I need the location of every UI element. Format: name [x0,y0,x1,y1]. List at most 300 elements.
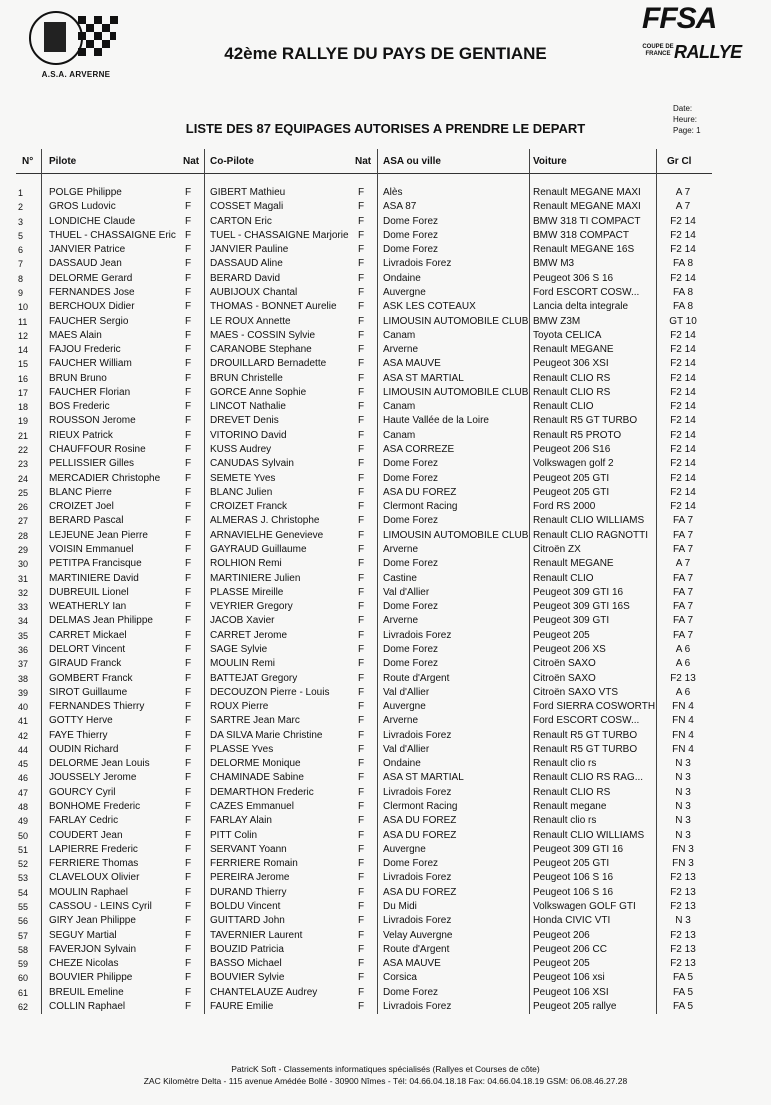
entry-number: 29 [18,545,29,555]
copilot-name: CARRET Jerome [210,629,288,641]
pilot-nationality: F [185,829,192,841]
pilot-name: FAUCHER William [49,358,132,370]
group-class: FN 3 [672,843,694,855]
pilot-name: GOMBERT Franck [49,672,133,684]
pilot-name: BONHOME Frederic [49,801,141,813]
table-row [0,457,771,471]
table-row [0,272,771,286]
car-model: Ford ESCORT COSW... [533,715,640,727]
pilot-name: CROIZET Joel [49,501,114,513]
copilot-name: MOULIN Remi [210,658,276,670]
asa-club: Dome Forez [383,558,439,570]
asa-club: ASA DU FOREZ [383,886,457,898]
copilot-name: JANVIER Pauline [210,244,289,256]
pilot-nationality: F [185,572,192,584]
copilot-nationality: F [358,729,365,741]
car-model: BMW 318 TI COMPACT [533,215,641,227]
pilot-nationality: F [185,258,192,270]
table-row [0,672,771,686]
copilot-nationality: F [358,486,365,498]
pilot-name: DASSAUD Jean [49,258,122,270]
table-row [0,200,771,214]
car-model: Citroën SAXO VTS [533,686,619,698]
asa-club: Val d'Allier [383,686,430,698]
table-row [0,643,771,657]
car-model: Renault CLIO RS [533,386,611,398]
pilot-nationality: F [185,386,192,398]
pilot-name: DELORT Vincent [49,643,126,655]
asa-club: Val d'Allier [383,586,430,598]
car-model: Renault clio rs [533,815,597,827]
pilot-name: FARLAY Cedric [49,815,119,827]
pilot-name: BLANC Pierre [49,486,112,498]
pilot-name: SEGUY Martial [49,929,117,941]
group-class: A 7 [675,558,691,570]
entry-number: 2 [18,202,24,213]
table-row [0,257,771,271]
car-model: Renault R5 PROTO [533,429,622,441]
copilot-name: MAES - COSSIN Sylvie [210,329,316,341]
date-label: Date: [673,104,693,113]
table-row [0,443,771,457]
asa-club: Dome Forez [383,215,439,227]
table-row [0,814,771,828]
asa-club: Livradois Forez [383,915,452,927]
entry-number: 5 [18,230,24,241]
pilot-nationality: F [185,972,192,984]
car-model: BMW Z3M [533,315,581,327]
group-class: FA 7 [672,601,693,613]
table-row [0,629,771,643]
copilot-nationality: F [358,758,365,770]
pilot-nationality: F [185,929,192,941]
cup-line-2: FRANCE [645,51,671,57]
copilot-nationality: F [358,972,365,984]
pilot-name: POLGE Philippe [49,187,122,198]
copilot-nationality: F [358,286,365,298]
copilot-name: CARANOBE Stephane [210,344,312,356]
table-row [0,386,771,400]
pilot-nationality: F [185,215,192,227]
copilot-name: DECOUZON Pierre - Louis [210,686,330,698]
pilot-nationality: F [185,729,192,741]
copilot-nationality: F [358,201,365,213]
copilot-nationality: F [358,643,365,655]
copilot-name: GUITTARD John [210,915,285,927]
table-row [0,429,771,443]
table-row [0,557,771,571]
table-row [0,300,771,314]
copilot-nationality: F [358,558,365,570]
copilot-nationality: F [358,401,365,413]
pilot-name: GROS Ludovic [49,201,116,213]
pilot-name: LEJEUNE Jean Pierre [49,529,148,541]
entry-number: 54 [18,887,29,898]
group-class: F2 13 [670,958,696,970]
table-row [0,700,771,714]
entry-number: 9 [18,287,24,298]
entry-number: 59 [18,959,29,970]
asa-club: ASA CORREZE [383,444,455,456]
car-model: Peugeot 206 [533,929,590,941]
table-row [0,957,771,971]
entry-number: 52 [18,859,29,870]
asa-club: Livradois Forez [383,872,452,884]
entry-number: 30 [18,559,29,570]
time-label: Heure: [673,115,698,124]
asa-club: Ondaine [383,272,421,284]
copilot-nationality: F [358,629,365,641]
asa-club: ASA 87 [383,201,417,213]
pilot-name: FAYE Thierry [49,729,108,741]
copilot-name: GIBERT Mathieu [210,187,286,198]
car-model: Peugeot 205 [533,958,590,970]
entry-number: 50 [18,830,29,841]
group-class: FA 7 [672,572,693,584]
group-class: FN 4 [672,743,694,755]
group-class: F2 14 [670,486,696,498]
pilot-name: COLLIN Raphael [49,1000,126,1012]
group-class: FA 8 [672,286,693,298]
table-row [0,286,771,300]
copilot-nationality: F [358,672,365,684]
car-model: Toyota CELICA [533,329,602,341]
car-model: Renault MEGANE [533,558,614,570]
car-model: Peugeot 205 GTI [533,486,610,498]
col-grcl: Gr Cl [667,156,692,167]
car-model: Citroën ZX [533,544,581,555]
pilot-nationality: F [185,486,192,498]
group-class: FA 7 [672,629,693,641]
entry-number: 42 [18,730,29,741]
pilot-name: MERCADIER Christophe [49,472,161,484]
pilot-name: CASSOU - LEINS Cyril [49,901,152,912]
asa-club: Auvergne [383,286,426,298]
copilot-nationality: F [358,258,365,270]
copilot-name: PLASSE Yves [210,743,274,755]
group-class: FA 5 [672,986,693,998]
asa-club: Auvergne [383,843,426,855]
group-class: F2 14 [670,272,696,284]
col-num: N° [22,156,34,167]
col-copilote: Co-Pilote [210,156,254,167]
pilot-name: DUBREUIL Lionel [49,586,129,598]
pilot-nationality: F [185,629,192,641]
copilot-name: CROIZET Franck [210,501,288,513]
pilot-nationality: F [185,815,192,827]
entry-number: 11 [18,316,28,327]
table-row [0,400,771,414]
group-class: F2 14 [670,329,696,341]
car-model: Peugeot 206 S16 [533,444,611,456]
table-row [0,943,771,957]
pilot-name: LAPIERRE Frederic [49,843,138,855]
asa-club: Dome Forez [383,643,439,655]
page-label: Page: 1 [673,126,701,135]
copilot-name: BASSO Michael [210,958,282,970]
group-class: F2 13 [670,872,696,884]
asa-club: Dome Forez [383,986,439,998]
car-model: Renault MEGANE [533,344,614,356]
pilot-nationality: F [185,601,192,613]
car-model: Peugeot 106 XSI [533,986,609,998]
copilot-name: BERARD David [210,272,281,284]
club-logo [26,8,126,79]
group-class: FN 4 [672,729,694,741]
pilot-nationality: F [185,1000,192,1012]
copilot-name: SERVANT Yoann [210,843,287,855]
asa-club: Dome Forez [383,472,439,484]
entry-number: 17 [18,387,29,398]
asa-club: Dome Forez [383,601,439,613]
group-class: FA 8 [672,301,693,313]
copilot-name: FARLAY Alain [210,815,272,827]
car-model: Renault CLIO RS [533,372,611,384]
table-row [0,414,771,428]
table-row [0,757,771,771]
entry-number: 58 [18,944,29,955]
copilot-nationality: F [358,458,365,470]
pilot-nationality: F [185,415,192,427]
pilot-name: DELMAS Jean Philippe [49,615,153,627]
car-model: Peugeot 309 GTI [533,615,610,627]
asa-club: ASK LES COTEAUX [383,301,476,313]
entry-number: 49 [18,816,29,827]
copilot-name: KUSS Audrey [210,444,272,456]
footer [0,1063,771,1087]
group-class: FN 4 [672,715,694,727]
table-row [0,829,771,843]
copilot-nationality: F [358,429,365,441]
pilot-nationality: F [185,801,192,813]
pilot-nationality: F [185,758,192,770]
group-class: F2 13 [670,901,696,912]
group-class: F2 14 [670,358,696,370]
table-row [0,229,771,243]
copilot-nationality: F [358,529,365,541]
table-row [0,329,771,343]
pilot-nationality: F [185,958,192,970]
header-divider [16,173,712,174]
copilot-nationality: F [358,901,365,912]
entry-number: 10 [18,302,29,313]
pilot-nationality: F [185,943,192,955]
pilot-name: FAVERJON Sylvain [49,943,137,955]
pilot-nationality: F [185,986,192,998]
group-class: F2 14 [670,458,696,470]
group-class: FN 3 [672,858,694,870]
copilot-nationality: F [358,715,365,727]
table-row [0,871,771,885]
copilot-name: CANUDAS Sylvain [210,458,294,470]
entry-number: 15 [18,359,29,370]
footer-line-1: PatricK Soft - Classements informatiques spécialisés (Rallyes et Courses de côte) [231,1064,540,1074]
car-model: Peugeot 309 GTI 16 [533,586,624,598]
copilot-name: CHAMINADE Sabine [210,772,304,784]
copilot-nationality: F [358,872,365,884]
entry-number: 24 [18,473,29,484]
table-row [0,472,771,486]
group-class: FA 7 [672,529,693,541]
table-row [0,929,771,943]
pilot-name: GOTTY Herve [49,715,113,727]
copilot-nationality: F [358,958,365,970]
table-row [0,186,771,200]
car-model: Peugeot 205 [533,629,590,641]
car-model: Renault MEGANE 16S [533,244,635,256]
asa-club: Canam [383,429,416,441]
car-model: Renault CLIO WILLIAMS [533,829,645,841]
pilot-nationality: F [185,501,192,513]
group-class: FA 7 [672,515,693,527]
copilot-name: VEYRIER Gregory [210,601,293,613]
entry-number: 28 [18,530,29,541]
copilot-nationality: F [358,686,365,698]
table-row [0,857,771,871]
col-asa: ASA ou ville [383,156,441,167]
car-model: Peugeot 106 S 16 [533,886,614,898]
entry-number: 33 [18,602,29,613]
entry-number: 25 [18,487,29,498]
entry-number: 23 [18,459,29,470]
asa-club: Corsica [383,972,417,984]
copilot-nationality: F [358,572,365,584]
pilot-name: FERRIERE Thomas [49,858,139,870]
car-model: Peugeot 306 XSI [533,358,609,370]
table-row [0,315,771,329]
pilot-nationality: F [185,586,192,598]
asa-club: Dome Forez [383,229,439,241]
pilot-name: GIRY Jean Philippe [49,915,136,927]
table-row [0,600,771,614]
group-class: N 3 [675,786,691,798]
ffsa-logo [642,4,752,66]
asa-club: Auvergne [383,701,426,713]
pilot-name: FAUCHER Florian [49,386,131,398]
pilot-name: GIRAUD Franck [49,658,122,670]
car-model: Renault CLIO RS RAG... [533,772,644,784]
group-class: N 3 [675,915,691,927]
pilot-nationality: F [185,915,192,927]
group-class: FA 8 [672,258,693,270]
asa-club: LIMOUSIN AUTOMOBILE CLUB [383,386,529,398]
copilot-name: ROLHION Remi [210,558,282,570]
group-class: F2 13 [670,929,696,941]
car-model: Peugeot 309 GTI 16 [533,843,624,855]
copilot-name: ALMERAS J. Christophe [210,515,320,527]
copilot-nationality: F [358,344,365,356]
pilot-name: BRUN Bruno [49,372,107,384]
copilot-nationality: F [358,215,365,227]
pilot-name: JANVIER Patrice [49,244,126,256]
copilot-name: FERRIERE Romain [210,858,298,870]
car-model: BMW M3 [533,258,575,270]
list-title: LISTE DES 87 EQUIPAGES AUTORISES A PRENDRE LE DEPART [185,121,586,136]
asa-club: Arverne [383,544,419,555]
pilot-name: ROUSSON Jerome [49,415,136,427]
entry-number: 55 [18,902,29,912]
pilot-name: FERNANDES Jose [49,286,135,298]
group-class: F2 14 [670,215,696,227]
pilot-name: GOURCY Cyril [49,786,116,798]
copilot-nationality: F [358,386,365,398]
pilot-nationality: F [185,786,192,798]
pilot-nationality: F [185,458,192,470]
car-model: Renault CLIO RS [533,786,611,798]
pilot-nationality: F [185,872,192,884]
entry-number: 36 [18,644,29,655]
car-model: Peugeot 106 xsi [533,972,605,984]
table-row [0,971,771,985]
copilot-nationality: F [358,801,365,813]
asa-club: Dome Forez [383,458,439,470]
copilot-nationality: F [358,1000,365,1012]
copilot-nationality: F [358,815,365,827]
copilot-nationality: F [358,372,365,384]
car-model: Peugeot 106 S 16 [533,872,614,884]
pilot-nationality: F [185,372,192,384]
copilot-nationality: F [358,601,365,613]
group-class: A 6 [675,643,691,655]
pilot-name: BERARD Pascal [49,515,124,527]
pilot-nationality: F [185,187,192,198]
table-row [0,843,771,857]
group-class: F2 13 [670,672,696,684]
copilot-name: DEMARTHON Frederic [210,786,314,798]
asa-club: Clermont Racing [383,801,458,813]
group-class: A 7 [675,187,691,198]
copilot-name: COSSET Magali [210,201,284,213]
group-class: FA 5 [672,972,693,984]
asa-club: Dome Forez [383,658,439,670]
group-class: N 3 [675,801,691,813]
copilot-name: BLANC Julien [210,486,273,498]
car-model: Ford RS 2000 [533,501,596,513]
car-model: Peugeot 205 GTI [533,858,610,870]
group-class: N 3 [675,815,691,827]
copilot-name: CAZES Emmanuel [210,801,294,813]
col-pilote: Pilote [49,156,77,167]
copilot-name: CARTON Eric [210,215,272,227]
car-model: Peugeot 205 GTI [533,472,610,484]
col-nat2: Nat [355,156,372,167]
copilot-nationality: F [358,229,365,241]
copilot-nationality: F [358,915,365,927]
pilot-nationality: F [185,858,192,870]
club-name: A.S.A. ARVERNE [41,70,111,79]
copilot-nationality: F [358,772,365,784]
entry-number: 18 [18,402,29,413]
copilot-name: FAURE Emilie [210,1000,274,1012]
asa-club: Route d'Argent [383,943,450,955]
copilot-name: BRUN Christelle [210,372,283,384]
table-row [0,786,771,800]
pilot-nationality: F [185,615,192,627]
group-class: N 3 [675,758,691,770]
copilot-name: DROUILLARD Bernadette [210,358,327,370]
car-model: Renault R5 GT TURBO [533,743,638,755]
entry-number: 47 [18,787,29,798]
pilot-nationality: F [185,201,192,213]
asa-club: Arverne [383,344,419,356]
group-class: FA 7 [672,586,693,598]
asa-club: Route d'Argent [383,672,450,684]
pilot-name: CHEZE Nicolas [49,958,119,970]
pilot-name: OUDIN Richard [49,743,119,755]
copilot-nationality: F [358,743,365,755]
car-model: Volkswagen golf 2 [533,458,614,470]
copilot-name: THOMAS - BONNET Aurelie [210,301,337,313]
